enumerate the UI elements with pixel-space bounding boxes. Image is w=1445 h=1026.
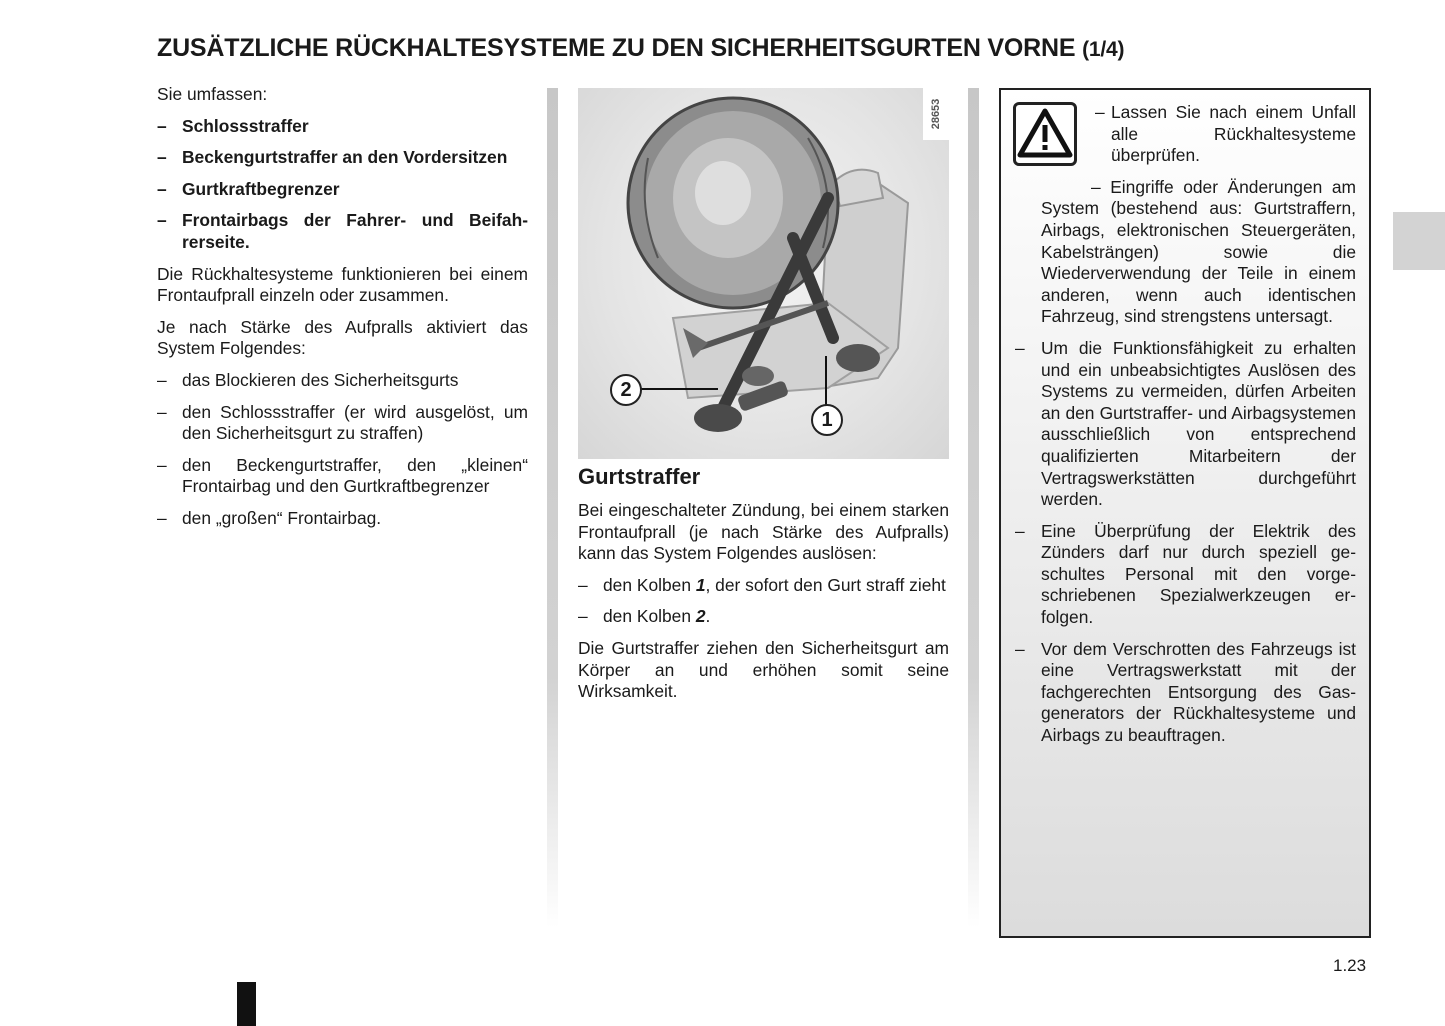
list-item: – den „großen“ Frontairbag. bbox=[157, 507, 382, 528]
list-item: – den Kolben 2. bbox=[578, 606, 711, 627]
paragraph: Die Gurtstraffer ziehen den Sicherheitsgurt am Körper an und erhöhen somit seine Wirksamkeit. bbox=[578, 637, 949, 702]
paragraph: Je nach Stärke des Aufpralls aktiviert das System Folgendes: bbox=[157, 316, 528, 359]
warning-item: – Vor dem Verschrotten des Fahrzeugs ist eine Vertragswerkstatt mit der fachgerechten Entsorgung des Gasgenerators der Rückhaltesysteme und Airbags zu beauftragen. bbox=[1015, 638, 1356, 746]
list-item: – Schlossstraffer bbox=[157, 115, 309, 136]
list-item: – Gurtkraftbegrenzer bbox=[157, 178, 340, 199]
intro-text: Sie umfassen: bbox=[157, 84, 268, 104]
page-number: 1.23 bbox=[1333, 956, 1367, 975]
warning-box bbox=[999, 88, 1371, 938]
callout-2: 2 bbox=[610, 374, 642, 406]
column-2 bbox=[578, 464, 949, 713]
warning-text bbox=[1015, 102, 1356, 757]
callout-1: 1 bbox=[811, 404, 843, 436]
warning-item: – Eine Überprüfung der Elektrik des Zünders darf nur durch speziell geschultes Personal mit den vorgeschriebenen Spezialwerkzeugen erfolgen. bbox=[1015, 520, 1356, 628]
list-item: – Beckengurtstraffer an den Vordersitzen bbox=[157, 147, 508, 168]
column-1 bbox=[157, 84, 528, 540]
print-mark bbox=[237, 982, 256, 1026]
list-item: – Frontairbags der Fahrer- und Beifahrerseite. bbox=[157, 210, 528, 252]
paragraph: Die Rückhaltesysteme funktionieren bei einem Frontaufprall einzeln oder zusammen. bbox=[157, 263, 528, 306]
list-item: – den Kolben 1, der sofort den Gurt straff zieht bbox=[578, 574, 946, 595]
warning-item: – Um die Funktionsfähigkeit zu erhalten und ein unbeabsichtigtes Auslösen des Systems zu vermeiden, dürfen Arbeiten an den Gurtstraffer- und Airbagsystemen ausschließlich von entsprechend qualifizierten Mitarbeitern der Vertragswerkstätten durchgeführt werden. bbox=[1015, 337, 1356, 510]
warning-item: – Eingriffe oder Änderungen am System (bestehend aus: Gurtstraffern, Airbags, elektronischen Steuergeräten, Kabelsträngen) sowie die Wiederverwendung der Teile in einem anderen, wenn auch identischen Fahrzeug, sind strengstens untersagt. bbox=[1041, 176, 1356, 327]
paragraph: Bei eingeschalteter Zündung, bei einem starken Frontaufprall (je nach Stärke des Aufpralls) kann das System Folgendes auslösen: bbox=[578, 500, 949, 564]
warning-item: – Lassen Sie nach einem Unfall alle Rückhaltesysteme überprüfen. bbox=[1095, 102, 1356, 166]
list-item: – den Beckengurtstraffer, den „kleinen“ Frontairbag und den Gurtkraftbegrenzer bbox=[157, 454, 528, 497]
section-heading: Gurtstraffer bbox=[578, 464, 701, 489]
page-title-part: (1/4) bbox=[1082, 38, 1125, 61]
column-divider bbox=[547, 88, 558, 928]
chapter-tab bbox=[1393, 212, 1445, 270]
figure-code: 28653 bbox=[923, 88, 949, 140]
page-title-main: ZUSÄTZLICHE RÜCKHALTESYSTEME ZU DEN SICHERHEITSGURTEN VORNE bbox=[157, 34, 1076, 62]
page-title bbox=[157, 34, 1357, 63]
seatbelt-illustration bbox=[578, 88, 949, 459]
list-item: – das Blockieren des Sicherheitsgurts bbox=[157, 369, 459, 390]
column-divider bbox=[968, 88, 979, 928]
list-item: – den Schlossstraffer (er wird ausgelöst, um den Sicherheitsgurt zu straffen) bbox=[157, 401, 528, 444]
